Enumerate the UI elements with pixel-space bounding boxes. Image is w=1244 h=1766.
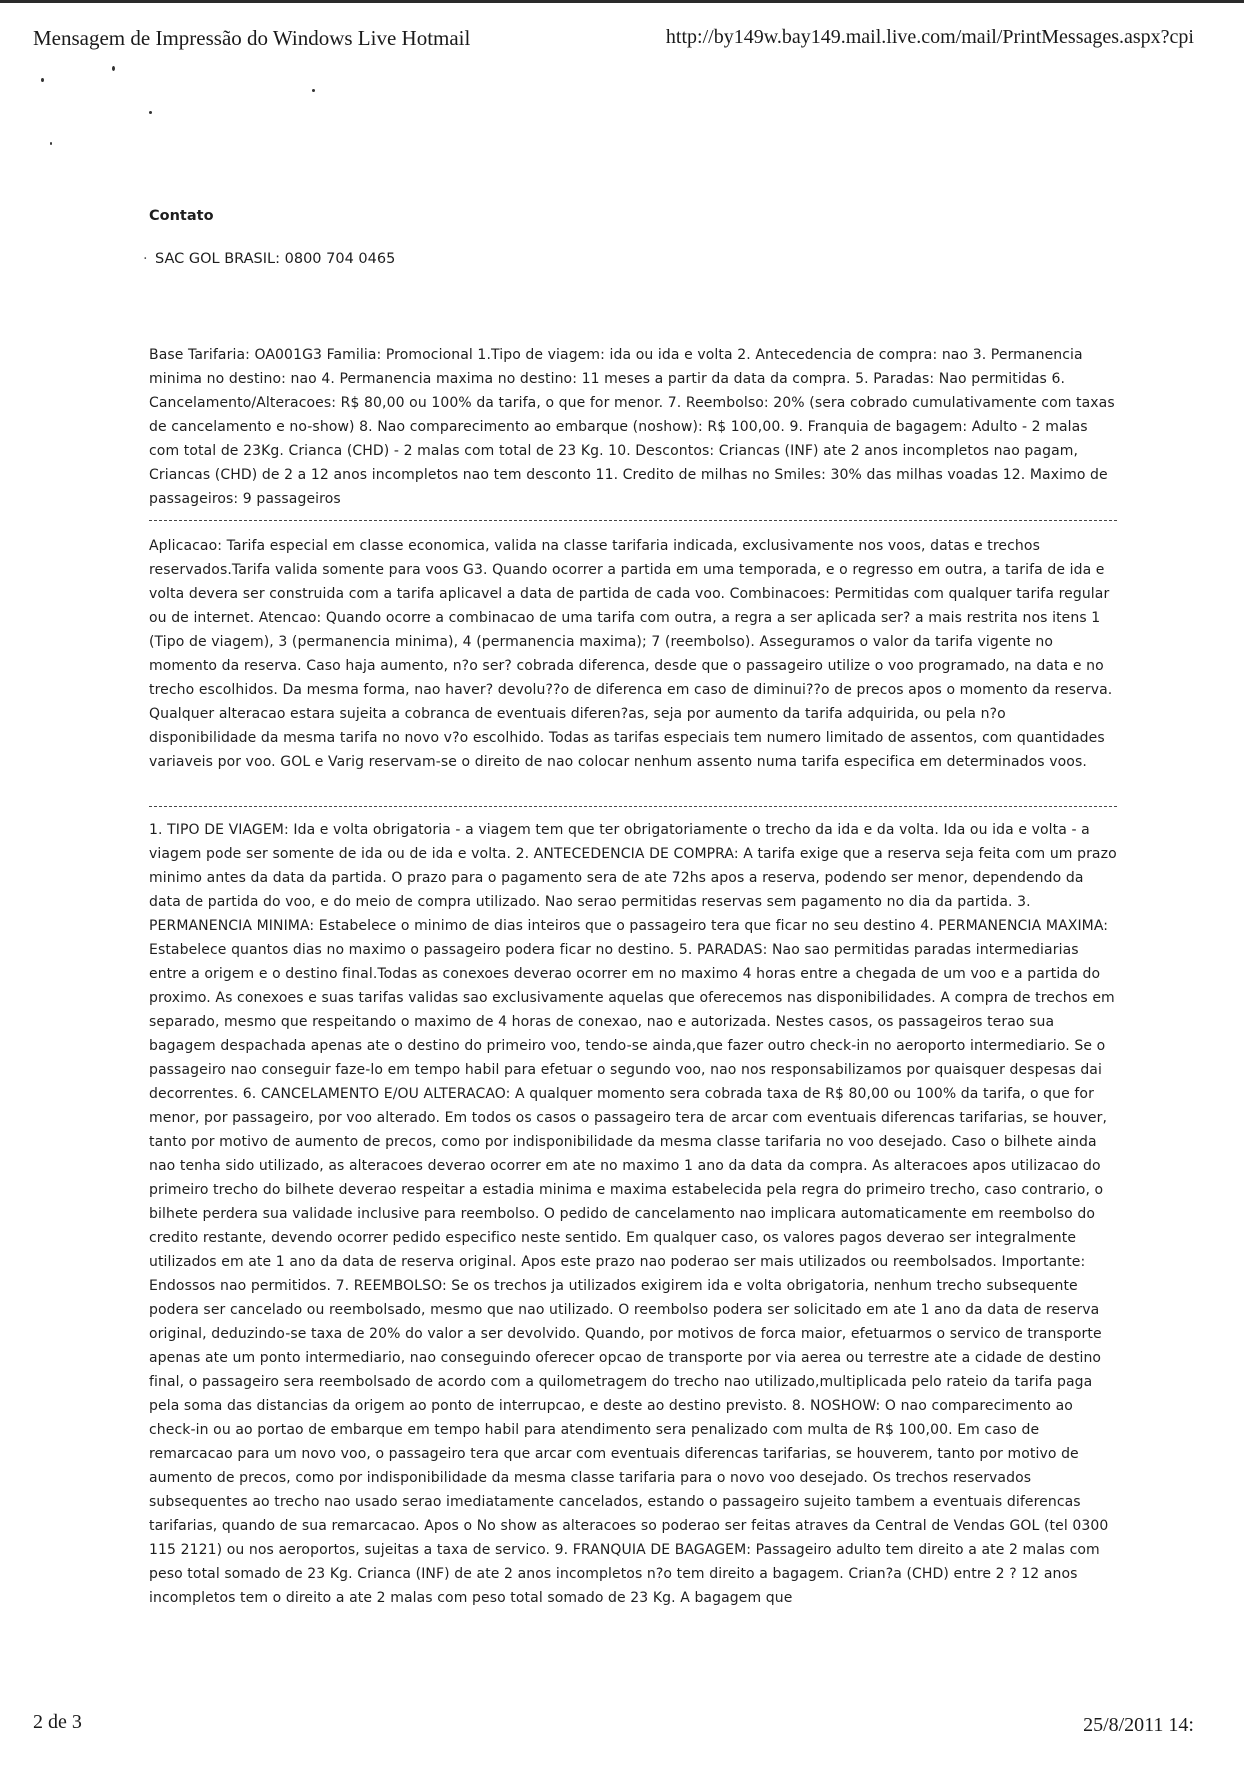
print-datetime: 25/8/2011 14: <box>1083 1714 1194 1736</box>
scan-speck <box>312 89 315 92</box>
bullet-icon: · <box>143 251 148 267</box>
dashed-divider <box>149 520 1117 521</box>
contact-phone: SAC GOL BRASIL: 0800 704 0465 <box>155 251 396 267</box>
scan-speck <box>50 142 52 145</box>
page-number: 2 de 3 <box>33 1711 82 1733</box>
rules-paragraph: 1. TIPO DE VIAGEM: Ida e volta obrigatoria - a viagem tem que ter obrigatoriamente o trecho da ida e da volta. Ida ou ida e volta - a viagem pode ser somente de ida ou de ida e volta. 2. ANTECEDENCIA DE COMPRA: A tarifa exige que a reserva seja feita com um prazo minimo antes da data da partida. O prazo para o pagamento sera de ate 72hs apos a reserva, podendo ser menor, dependendo da data de partida do voo, e do meio de compra utilizado. Nao serao permitidas reservas sem pagamento no dia da partida. 3. PERMANENCIA MINIMA: Estabelece o minimo de dias inteiros que o passageiro tera que ficar no seu destino 4. PERMANENCIA MAXIMA: Estabelece quantos dias no maximo o passageiro podera ficar no destino. 5. PARADAS: Nao sao permitidas paradas intermediarias entre a origem e o destino final.Todas as conexoes deverao ocorrer em no maximo 4 horas entre a chegada de um voo e a partida do proximo. As conexoes e suas tarifas validas sao exclusivamente aquelas que oferecemos nas disponibilidades. A compra de trechos em separado, mesmo que respeitando o maximo de 4 horas de conexao, nao e autorizada. Nestes casos, os passageiros terao sua bagagem despachada apenas ate o destino do primeiro voo, tendo-se ainda,que fazer outro check-in no aeroporto intermediario. Se o passageiro nao conseguir faze-lo em tempo habil para efetuar o segundo voo, nao nos responsabilizamos por quaisquer despesas dai decorrentes. 6. CANCELAMENTO E/OU ALTERACAO: A qualquer momento sera cobrada taxa de R$ 80,00 ou 100% da tarifa, o que for menor, por passageiro, por voo alterado. Em todos os casos o passageiro tera de arcar com eventuais diferencas tarifarias, se houver, tanto por motivo de aumento de precos, como por indisponibilidade da mesma classe tarifaria no voo desejado. Caso o bilhete ainda nao tenha sido utilizado, as alteracoes deverao ocorrer em ate no maximo 1 ano da data da compra. As alteracoes apos utilizacao do primeiro trecho do bilhete deverao respeitar a estadia minima e maxima estabelecida pela regra do primeiro trecho, caso contrario, o bilhete perdera sua validade inclusive para reembolso. O pedido de cancelamento nao implicara automaticamente em reembolso do credito restante, devendo ocorrer pedido especifico neste sentido. Em qualquer caso, os valores pagos deverao ser integralmente utilizados em ate 1 ano da data de reserva original. Apos este prazo nao poderao ser mais utilizados ou reembolsados. Importante: Endossos nao permitidos. 7. REEMBOLSO: Se os trechos ja utilizados exigirem ida e volta obrigatoria, nenhum trecho subsequente podera ser cancelado ou reembolsado, mesmo que nao utilizado. O reembolso podera ser solicitado em ate 1 ano da data de reserva original, deduzindo-se taxa de 20% do valor a ser devolvido. Quando, por motivos de forca maior, efetuarmos o servico de transporte apenas ate um ponto intermediario, nao conseguindo oferecer opcao de transporte por via aerea ou terrestre ate a cidade de destino final, o passageiro sera reembolsado de acordo com a quilometragem do trecho nao utilizado,multiplicada pelo rateio da tarifa paga pela soma das distancias da origem ao ponto de interrupcao, e deste ao destino previsto. 8. NOSHOW: O nao comparecimento ao check-in ou ao portao de embarque em tempo habil para atendimento sera penalizado com multa de R$ 100,00. Em caso de remarcacao para um novo voo, o passageiro tera que arcar com eventuais diferencas tarifarias, se houverem, tanto por motivo de aumento de precos, como por indisponibilidade da mesma classe tarifaria para o novo voo desejado. Os trechos reservados subsequentes ao trecho nao usado serao imediatamente cancelados, estando o passageiro sujeito tambem a eventuais diferencas tarifarias, quando de sua remarcacao. Apos o No show as alteracoes so poderao ser feitas atraves da Central de Vendas GOL (tel 0300 115 2121) ou nos aeroportos, sujeitas a taxa de servico. 9. FRANQUIA DE BAGAGEM: Passageiro adulto tem direito a ate 2 malas com peso total somado de 23 Kg. Crianca (INF) de ate 2 anos incompletos n?o tem direito a bagagem. Crian?a (CHD) entre 2 ? 12 anos incompletos tem o direito a ate 2 malas com peso total somado de 23 Kg. A bagagem que <box>149 822 1117 1606</box>
scan-speck <box>149 111 152 114</box>
print-header-title: Mensagem de Impressão do Windows Live Hotmail <box>33 26 471 50</box>
top-rule <box>0 0 1244 3</box>
print-header-url: http://by149w.bay149.mail.live.com/mail/PrintMessages.aspx?cpi <box>665 26 1194 48</box>
application-paragraph: Aplicacao: Tarifa especial em classe economica, valida na classe tarifaria indicada, exclusivamente nos voos, datas e trechos reservados.Tarifa valida somente para voos G3. Quando ocorrer a partida em uma temporada, e o regresso em outra, a tarifa de ida e volta devera ser construida com a tarifa aplicavel a data de partida de cada voo. Combinacoes: Permitidas com qualquer tarifa regular ou de internet. Atencao: Quando ocorre a combinacao de uma tarifa com outra, a regra a ser aplicada ser? a mais restrita nos itens 1 (Tipo de viagem), 3 (permanencia minima), 4 (permanencia maxima); 7 (reembolso). Asseguramos o valor da tarifa vigente no momento da reserva. Caso haja aumento, n?o ser? cobrada diferenca, desde que o passageiro utilize o voo programado, na data e no trecho escolhidos. Da mesma forma, nao haver? devolu??o de diferenca em caso de diminui??o de precos apos o momento da reserva. Qualquer alteracao estara sujeita a cobranca de eventuais diferen?as, seja por aumento da tarifa adquirida, ou pela n?o disponibilidade da mesma tarifa no novo v?o escolhido. Todas as tarifas especiais tem numero limitado de assentos, com quantidades variaveis por voo. GOL e Varig reservam-se o direito de nao colocar nenhum assento numa tarifa especifica em determinados voos. <box>149 538 1113 770</box>
dashed-divider <box>149 806 1117 807</box>
fare-basis-paragraph: Base Tarifaria: OA001G3 Familia: Promocional 1.Tipo de viagem: ida ou ida e volta 2. Antecedencia de compra: nao 3. Permanencia minima no destino: nao 4. Permanencia maxima no destino: 11 meses a partir da data da compra. 5. Paradas: Nao permitidas 6. Cancelamento/Alteracoes: R$ 80,00 ou 100% da tarifa, o que for menor. 7. Reembolso: 20% (sera cobrado cumulativamente com taxas de cancelamento e no-show) 8. Nao comparecimento ao embarque (noshow): R$ 100,00. 9. Franquia de bagagem: Adulto - 2 malas com total de 23Kg. Crianca (CHD) - 2 malas com total de 23 Kg. 10. Descontos: Criancas (INF) ate 2 anos incompletos nao pagam, Criancas (CHD) de 2 a 12 anos incompletos nao tem desconto 11. Credito de milhas no Smiles: 30% das milhas voadas 12. Maximo de passageiros: 9 passageiros <box>149 347 1115 507</box>
contact-line <box>143 251 395 267</box>
scan-speck <box>41 78 44 82</box>
contact-heading: Contato <box>149 208 214 224</box>
scan-speck <box>112 66 115 71</box>
